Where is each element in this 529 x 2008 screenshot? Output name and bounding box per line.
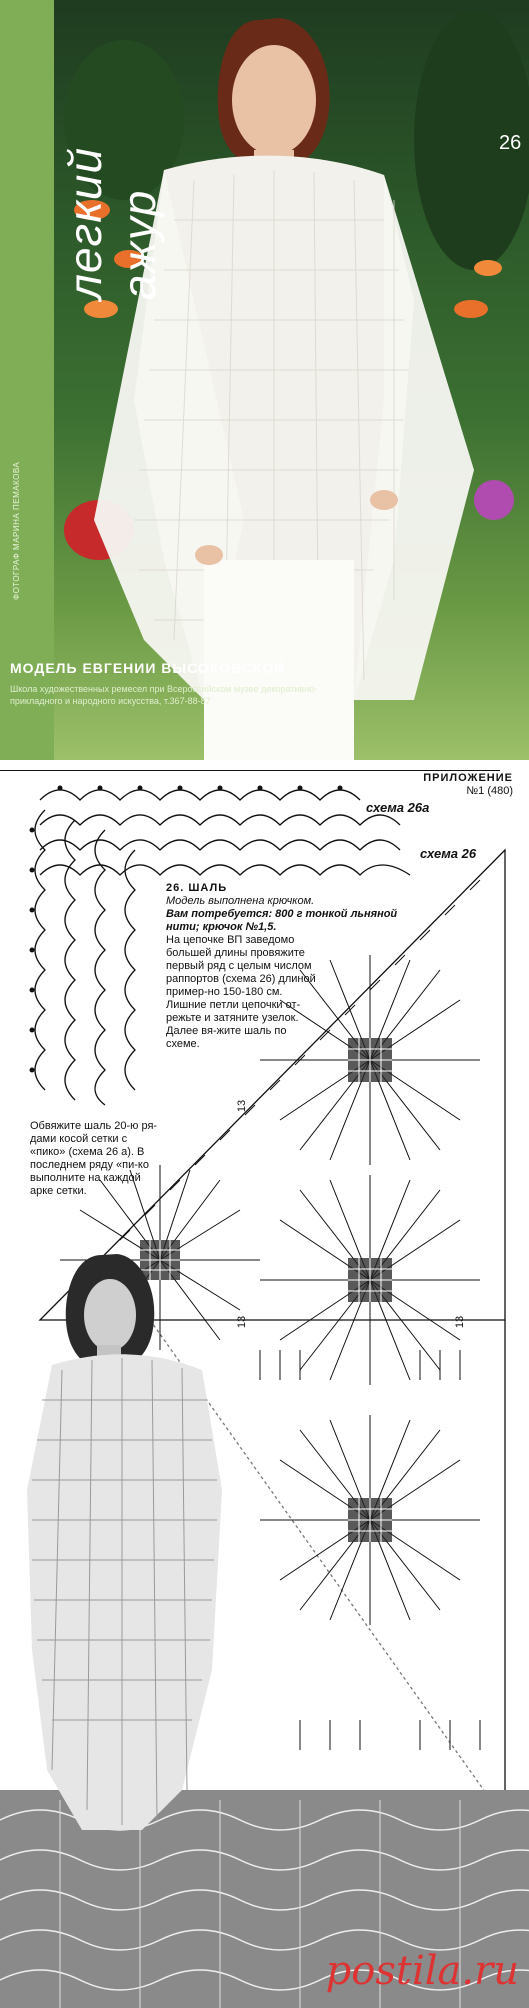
row-mark-3: 13	[454, 1315, 467, 1329]
row-mark-1: 13	[236, 1099, 249, 1113]
cover-section	[0, 0, 529, 760]
scheme-26-label: схема 26	[420, 846, 477, 861]
model-credit: МОДЕЛЬ ЕВГЕНИИ ВЫСОКОВСКОЙ	[10, 660, 286, 676]
school-text: Школа художественных ремесел при Всероссийском музее декоративно-прикладного и народного искусства, т.367-88-87	[10, 684, 318, 706]
watermark: postila.ru	[325, 1948, 519, 1994]
scheme-26a-label: схема 26а	[366, 800, 430, 815]
page-number: 26	[499, 132, 522, 154]
side-band	[0, 0, 54, 760]
instructions-materials: Вам потребуется: 800 г тонкой льняной нити; крючок №1,5.	[166, 908, 398, 933]
instructions-model: Модель выполнена крючком.	[166, 895, 315, 907]
row-mark-2: 13	[236, 1315, 249, 1329]
header-line1: ПРИЛОЖЕНИЕ	[423, 772, 513, 784]
header-line2: №1 (480)	[466, 785, 513, 797]
instructions-body: На цепочке ВП заведомо большей длины провяжите первый ряд с целым числом раппортов (схема 26) длиной пример-но 150-180 см. Лишние петли цепочки от-режьте и затяните узелок. Далее вя-жите шаль по схеме.	[166, 934, 316, 1050]
photo-credit: ФОТОГРАФ МАРИНА ПЕМАКОВА	[12, 461, 21, 600]
cover-title: легкий ажур	[59, 146, 165, 300]
instructions-heading: 26. ШАЛЬ	[166, 882, 228, 894]
instructions-block	[166, 882, 406, 1051]
edging-note: Обвяжите шаль 20-ю ря-дами косой сетки с «пико» (схема 26 а). В последнем ряду «пи-ко выполните на каждой арке сетки.	[30, 1120, 158, 1197]
pattern-page	[0, 760, 529, 2008]
model-photo-bw	[22, 1250, 232, 1830]
